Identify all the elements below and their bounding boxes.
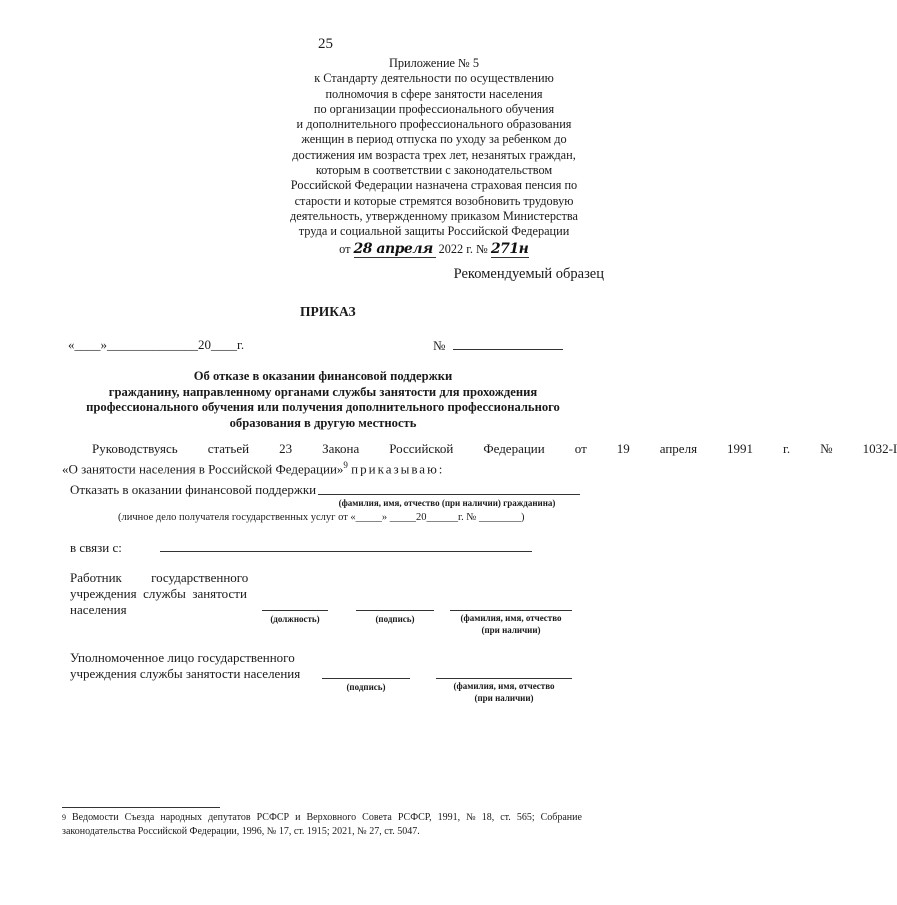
approval-year: 2022 г. № <box>438 241 488 256</box>
authorized-signature-caption: (подпись) <box>346 682 386 692</box>
preamble-word: 1991 <box>727 441 754 456</box>
document-type: ПРИКАЗ <box>300 304 356 319</box>
employee-position-field[interactable] <box>262 610 328 611</box>
footnote-word: 565; <box>516 812 535 823</box>
authorized-name-field[interactable] <box>436 678 572 679</box>
preamble-line-1 <box>62 441 897 457</box>
employee-label <box>70 570 248 618</box>
title-line: Об отказе в оказании финансовой поддержки <box>193 369 453 383</box>
footnote-separator <box>62 807 220 808</box>
footnote-word: № <box>466 812 476 823</box>
name-caption: (фамилия, имя, отчество <box>460 613 562 623</box>
appendix-line: достижения им возраста трех лет, незанятых граждан, <box>292 147 576 162</box>
name-caption-2: (при наличии) <box>481 625 541 635</box>
employee-label-line: Работник государственного <box>70 570 249 585</box>
order-date-field: «____»______________20____г. <box>68 337 245 352</box>
preamble-word: Российской <box>389 441 454 456</box>
appendix-line: по организации профессионального обучения <box>313 101 555 116</box>
employee-label-line: населения <box>70 602 127 617</box>
preamble-word: 1032-I <box>862 441 897 456</box>
signature-caption: (подпись) <box>375 614 415 624</box>
footnote <box>62 811 582 839</box>
authorized-label-line: Уполномоченное лицо государственного <box>70 650 295 665</box>
preamble-word: статьей <box>207 441 250 456</box>
footnote-line-1 <box>62 811 582 825</box>
reason-label: в связи с: <box>70 540 122 555</box>
refuse-label: Отказать в оказании финансовой поддержки <box>70 482 317 497</box>
preamble-word: 23 <box>279 441 293 456</box>
approval-date-prefix: от <box>339 241 351 256</box>
reason-field[interactable] <box>160 551 532 552</box>
authorized-person-label <box>70 650 300 682</box>
footnote-word: Собрание <box>540 812 582 823</box>
employee-label-line: учреждения службы занятости <box>70 586 247 601</box>
footnote-word: Совета <box>362 812 392 823</box>
appendix-line: труда и социальной защиты Российской Федерации <box>298 224 570 239</box>
authorized-label-line: учреждения службы занятости населения <box>70 666 301 681</box>
handwritten-number: 271н <box>490 240 529 257</box>
footnote-word: и <box>295 812 301 823</box>
preamble-paragraph <box>62 441 897 477</box>
title-line: профессионального обучения или получения дополнительного профессионального <box>86 400 560 415</box>
footnote-ref: 9 <box>343 460 348 470</box>
footnote-line-2: законодательства Российской Федерации, 1996, № 17, ст. 1915; 2021, № 27, ст. 5047. <box>62 826 420 837</box>
footnote-word: 18, <box>481 812 495 823</box>
position-caption: (должность) <box>270 614 320 624</box>
personal-file-line: (личное дело получателя государственных услуг от «_____» _____20______г. № ________) <box>118 512 525 523</box>
footnote-word: депутатов <box>208 812 251 823</box>
citizen-name-field[interactable] <box>318 494 580 495</box>
number-prefix: № <box>433 338 446 353</box>
appendix-line: полномочия в сфере занятости населения <box>325 86 543 101</box>
order-title <box>64 369 582 431</box>
employee-name-field[interactable] <box>450 610 572 611</box>
footnote-word: РСФСР <box>256 812 290 823</box>
citizen-name-caption: (фамилия, имя, отчество (при наличии) гражданина) <box>338 498 556 508</box>
page-number: 25 <box>318 36 333 52</box>
footnote-marker: 9 <box>62 813 66 822</box>
preamble-word: Закона <box>322 441 360 456</box>
appendix-line: и дополнительного профессионального образования <box>296 117 572 132</box>
order-number-field <box>433 337 563 354</box>
preamble-word: г. <box>783 441 791 456</box>
authorized-name-caption-2: (при наличии) <box>474 693 534 703</box>
handwritten-date: 28 апреля <box>353 240 433 257</box>
footnote-word: ст. <box>500 812 511 823</box>
footnote-word: РСФСР, <box>397 812 432 823</box>
appendix-line: к Стандарту деятельности по осуществлению <box>314 71 554 86</box>
appendix-line: Приложение № 5 <box>388 56 480 70</box>
appendix-line: Российской Федерации назначена страховая пенсия по <box>290 178 578 193</box>
appendix-line: женщин в период отпуска по уходу за ребенком до <box>301 132 567 147</box>
authorized-name-caption: (фамилия, имя, отчество <box>453 681 555 691</box>
footnote-word: Съезда <box>124 812 155 823</box>
authorized-signature-field[interactable] <box>322 678 410 679</box>
appendix-line: деятельность, утвержденному приказом Министерства <box>290 208 578 223</box>
title-line: образования в другую местность <box>229 415 417 430</box>
order-verb: приказываю: <box>351 461 445 477</box>
appendix-line: старости и которые стремятся возобновить трудовую <box>294 193 574 208</box>
preamble-line-2 <box>62 457 594 477</box>
footnote-word: Ведомости <box>72 812 119 823</box>
approval-date-line <box>264 242 604 258</box>
preamble-word: Федерации <box>483 441 545 456</box>
appendix-line: которым в соответствии с законодательством <box>315 163 553 178</box>
preamble-word: № <box>820 441 833 456</box>
footnote-word: народных <box>160 812 203 823</box>
preamble-word: 19 <box>616 441 630 456</box>
preamble-word: апреля <box>659 441 698 456</box>
preamble-word: Руководствуясь <box>92 441 178 456</box>
recommended-sample-label: Рекомендуемый образец <box>453 266 604 282</box>
footnote-word: 1991, <box>437 812 461 823</box>
preamble-word: от <box>574 441 587 456</box>
employee-signature-field[interactable] <box>356 610 434 611</box>
appendix-header <box>264 56 604 258</box>
title-line: гражданину, направленному органами службы занятости для прохождения <box>108 384 538 399</box>
law-name: «О занятости населения в Российской Федерации» <box>62 461 344 477</box>
footnote-word: Верховного <box>306 812 357 823</box>
